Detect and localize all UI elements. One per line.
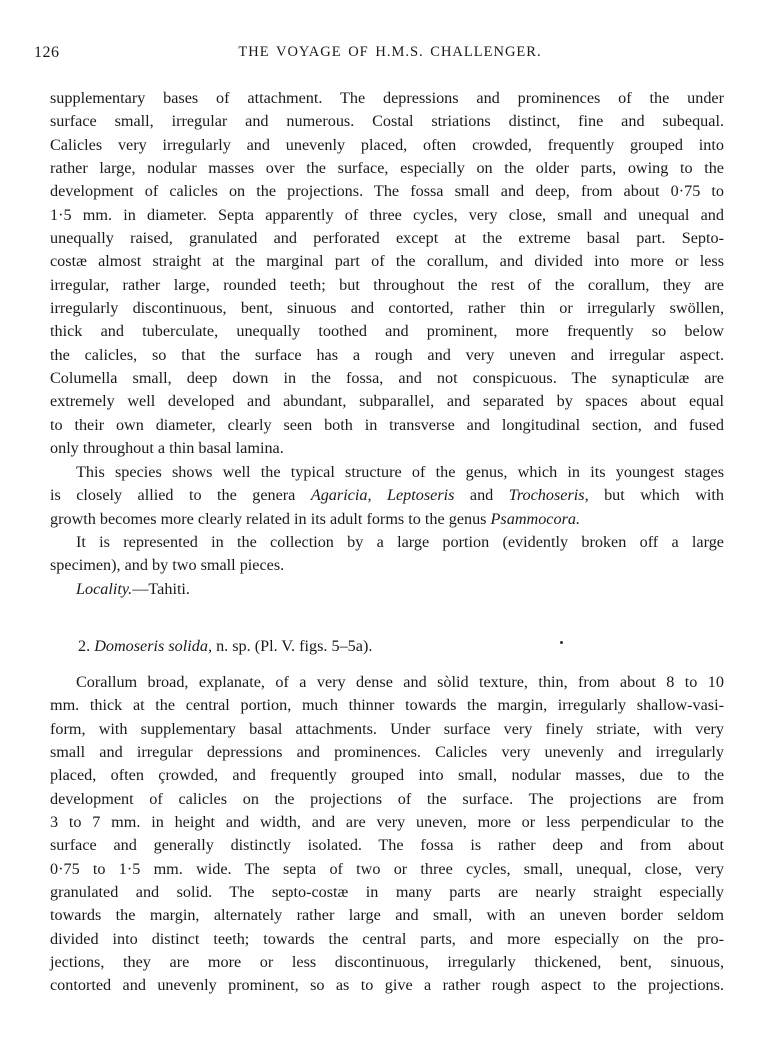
text-fragment: but which with — [588, 486, 724, 505]
text-line — [50, 484, 724, 507]
text-line: irregular, rather large, rounded teeth; but throughout the rest of the corallum, they are — [50, 275, 724, 294]
species-description-paragraph — [50, 671, 724, 998]
locality-label: Locality. — [76, 580, 133, 598]
text-line: surface and generally distinctly isolated. The fossa is rather deep and from about — [50, 836, 724, 855]
species-heading — [78, 635, 578, 658]
genus-name: Psammocora. — [490, 509, 581, 528]
text-line: supplementary bases of attachment. The depressions and prominences of the under — [50, 89, 724, 107]
text-fragment: and — [454, 486, 509, 505]
genus-name: Agaricia, — [310, 486, 372, 505]
text-fragment: is closely allied to the genera — [50, 486, 311, 505]
text-line: the calicles, so that the surface has a rough and very uneven and irregular aspect. — [50, 345, 724, 364]
genus-remarks-paragraph — [50, 461, 724, 531]
collection-paragraph — [50, 531, 724, 578]
locality-line — [50, 578, 724, 601]
page-header — [34, 44, 746, 68]
text-line: It is represented in the collection by a large portion (evidently broken off a large — [76, 533, 724, 551]
text-line: development of calicles on the projections of the surface. The projections are from — [50, 789, 724, 808]
text-line: unequally raised, granulated and perforated except at the extreme basal part. Septo- — [50, 229, 724, 248]
text-line: form, with supplementary basal attachments. Under surface very finely striate, with very — [50, 719, 724, 738]
genus-name: Trochoseris, — [508, 486, 589, 505]
text-line: thick and tuberculate, unequally toothed and prominent, more frequently so below — [50, 322, 724, 341]
text-line — [50, 508, 724, 531]
text-line: Calicles very irregularly and unevenly placed, often crowded, frequently grouped into — [50, 135, 724, 154]
genus-name: Leptoseris — [386, 486, 455, 505]
species-number: 2. — [78, 637, 91, 655]
text-line: contorted and unevenly prominent, so as to give a rather rough aspect to the projections. — [50, 976, 724, 995]
text-line: 0·75 to 1·5 mm. wide. The septa of two or three cycles, small, unequal, close, very — [50, 859, 724, 878]
text-line: Columella small, deep down in the fossa, and not conspicuous. The synapticulæ are — [50, 369, 724, 388]
text-line: surface small, irregular and numerous. Costal striations distinct, fine and subequal. — [50, 112, 724, 131]
text-line: placed, often çrowded, and frequently grouped into small, nodular masses, due to the — [50, 766, 724, 785]
species-reference: n. sp. (Pl. V. figs. 5–5a). — [216, 637, 373, 655]
species-name: Domoseris solida, — [94, 637, 213, 655]
description-paragraph-1 — [50, 87, 724, 461]
text-line: granulated and solid. The septo-costæ in many parts are nearly straight especially — [50, 883, 724, 902]
locality-value: —Tahiti. — [132, 580, 190, 598]
text-line: 3 to 7 mm. in height and width, and are very uneven, more or less perpendicular to the — [50, 813, 724, 832]
page-number: 126 — [34, 44, 60, 61]
text-line: costæ almost straight at the marginal part of the corallum, and divided into more or less — [50, 252, 724, 271]
text-line: extremely well developed and abundant, subparallel, and separated by spaces about equal — [50, 392, 724, 411]
text-line: specimen), and by two small pieces. — [50, 556, 285, 575]
text-line: divided into distinct teeth; towards the central parts, and more especially on the pro- — [50, 929, 724, 948]
text-line: Corallum broad, explanate, of a very dense and sòlid texture, thin, from about 8 to 10 — [76, 673, 724, 691]
text-line — [78, 635, 578, 658]
text-line: This species shows well the typical structure of the genus, which in its youngest stages — [76, 463, 724, 481]
text-line: irregularly discontinuous, bent, sinuous and contorted, rather thin or irregularly swöllen, — [50, 299, 724, 318]
stray-mark — [560, 641, 563, 644]
text-line: only throughout a thin basal lamina. — [50, 439, 284, 458]
running-title: THE VOYAGE OF H.M.S. CHALLENGER. — [238, 44, 542, 60]
text-line: mm. thick at the central portion, much thinner towards the margin, irregularly shallow-vasi- — [50, 696, 724, 715]
text-line: to their own diameter, clearly seen both in transverse and longitudinal section, and fused — [50, 415, 724, 434]
text-line: jections, they are more or less discontinuous, irregularly thickened, bent, sinuous, — [50, 953, 724, 972]
text-line: towards the margin, alternately rather large and small, with an uneven border seldom — [50, 906, 724, 925]
text-line — [50, 578, 724, 601]
text-line: 1·5 mm. in diameter. Septa apparently of three cycles, very close, small and unequal and — [50, 205, 724, 224]
text-line: development of calicles on the projections. The fossa small and deep, from about 0·75 to — [50, 182, 724, 201]
text-fragment: growth becomes more clearly related in its adult forms to the genus — [50, 509, 491, 528]
text-line: small and irregular depressions and prominences. Calicles very unevenly and irregularly — [50, 743, 724, 762]
text-line: rather large, nodular masses over the surface, especially on the older parts, owing to the — [50, 159, 724, 178]
